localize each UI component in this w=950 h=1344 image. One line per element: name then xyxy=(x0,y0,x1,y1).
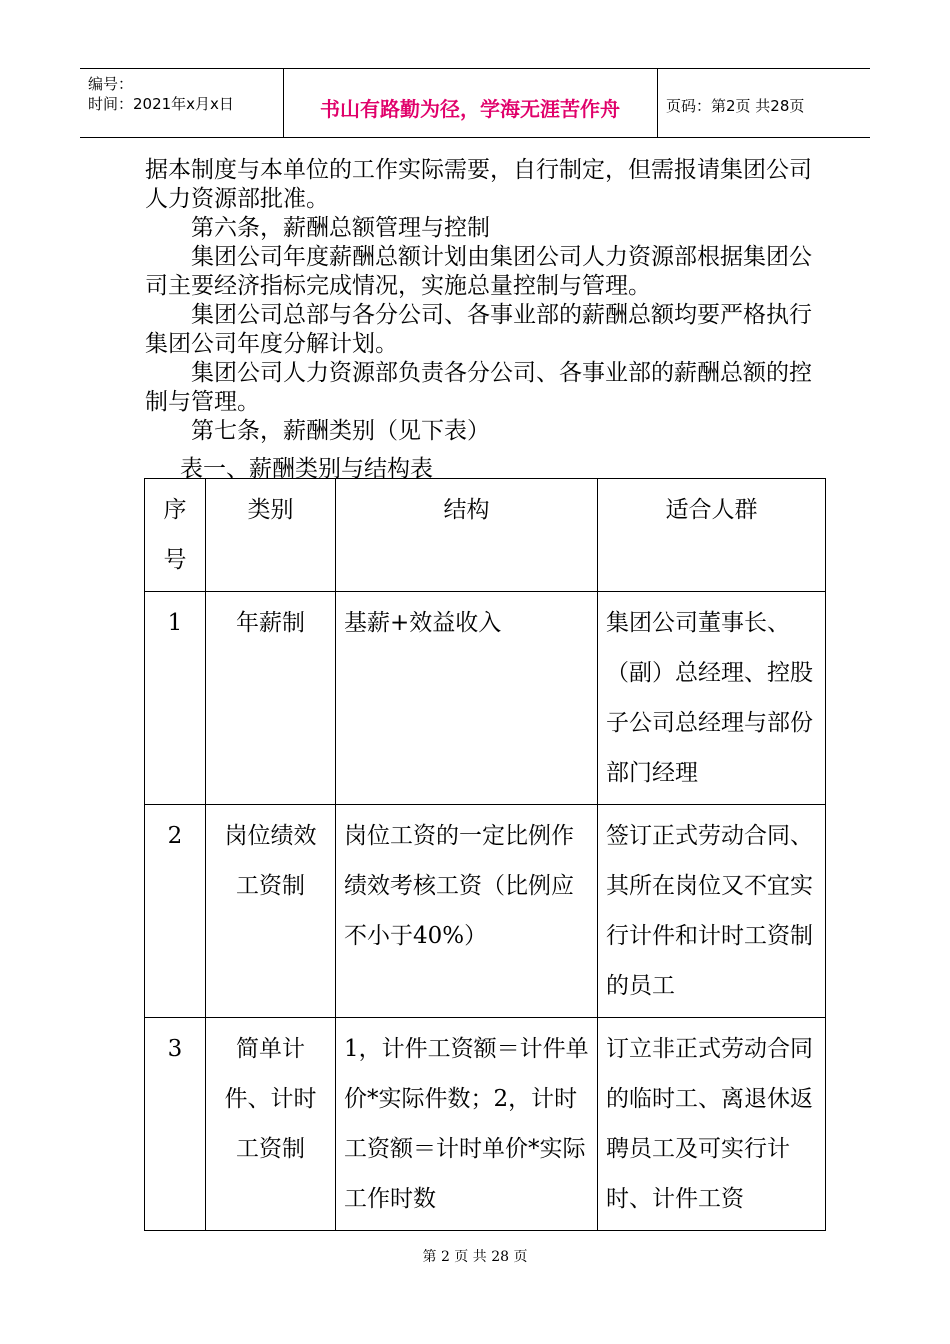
table-cell: 集团公司董事长、（副）总经理、控股子公司总经理与部份部门经理 xyxy=(598,592,826,805)
header-motto: 书山有路勤为径，学海无涯苦作舟 xyxy=(320,97,620,121)
table-cell: 岗位绩效工资制 xyxy=(206,805,336,1018)
table-row xyxy=(145,592,826,805)
article-six-heading: 第六条，薪酬总额管理与控制 xyxy=(191,215,490,241)
body-text xyxy=(145,156,825,446)
table-cell: 2 xyxy=(145,805,206,1018)
header-cell: 类别 xyxy=(206,479,336,592)
header-meta-cell xyxy=(80,69,284,137)
page-footer: 第 2 页 共 28 页 xyxy=(422,1249,528,1265)
document-time-label: 时间：2021年x月x日 xyxy=(88,95,234,113)
table-cell: 基薪+效益收入 xyxy=(336,592,598,805)
table-cell: 1 xyxy=(145,592,206,805)
table-cell: 签订正式劳动合同、其所在岗位又不宜实行计件和计时工资制的员工 xyxy=(598,805,826,1018)
table-row xyxy=(145,805,826,1018)
header-cell: 序号 xyxy=(145,479,206,592)
table-header-row xyxy=(145,479,826,592)
salary-category-table xyxy=(144,478,826,1231)
header-page-label: 页码：第2页 共28页 xyxy=(666,97,805,115)
body-paragraph: 集团公司年度薪酬总额计划由集团公司人力资源部根据集团公司主要经济指标完成情况，实施总量控制与管理。 xyxy=(145,244,812,299)
body-paragraph: 据本制度与本单位的工作实际需要，自行制定，但需报请集团公司人力资源部批准。 xyxy=(145,157,812,212)
table-cell: 岗位工资的一定比例作绩效考核工资（比例应不小于40%） xyxy=(336,805,598,1018)
article-seven-heading: 第七条，薪酬类别（见下表） xyxy=(191,418,490,444)
header-cell: 适合人群 xyxy=(598,479,826,592)
table-cell: 订立非正式劳动合同的临时工、离退休返聘员工及可实行计时、计件工资 xyxy=(598,1018,826,1231)
table-cell: 年薪制 xyxy=(206,592,336,805)
header-page-cell xyxy=(657,69,871,137)
body-paragraph: 集团公司总部与各分公司、各事业部的薪酬总额均要严格执行集团公司年度分解计划。 xyxy=(145,302,812,357)
table-caption: 表一、薪酬类别与结构表 xyxy=(180,456,433,482)
header-motto-cell xyxy=(283,69,657,137)
table-cell: 3 xyxy=(145,1018,206,1231)
header-cell: 结构 xyxy=(336,479,598,592)
table-cell: 简单计件、计时工资制 xyxy=(206,1018,336,1231)
table-cell: 1，计件工资额＝计件单价*实际件数；2，计时工资额＝计时单价*实际工作时数 xyxy=(336,1018,598,1231)
body-paragraph: 集团公司人力资源部负责各分公司、各事业部的薪酬总额的控制与管理。 xyxy=(145,360,812,415)
table-row xyxy=(145,1018,826,1231)
document-number-label: 编号： xyxy=(88,75,134,93)
document-header xyxy=(80,68,870,138)
